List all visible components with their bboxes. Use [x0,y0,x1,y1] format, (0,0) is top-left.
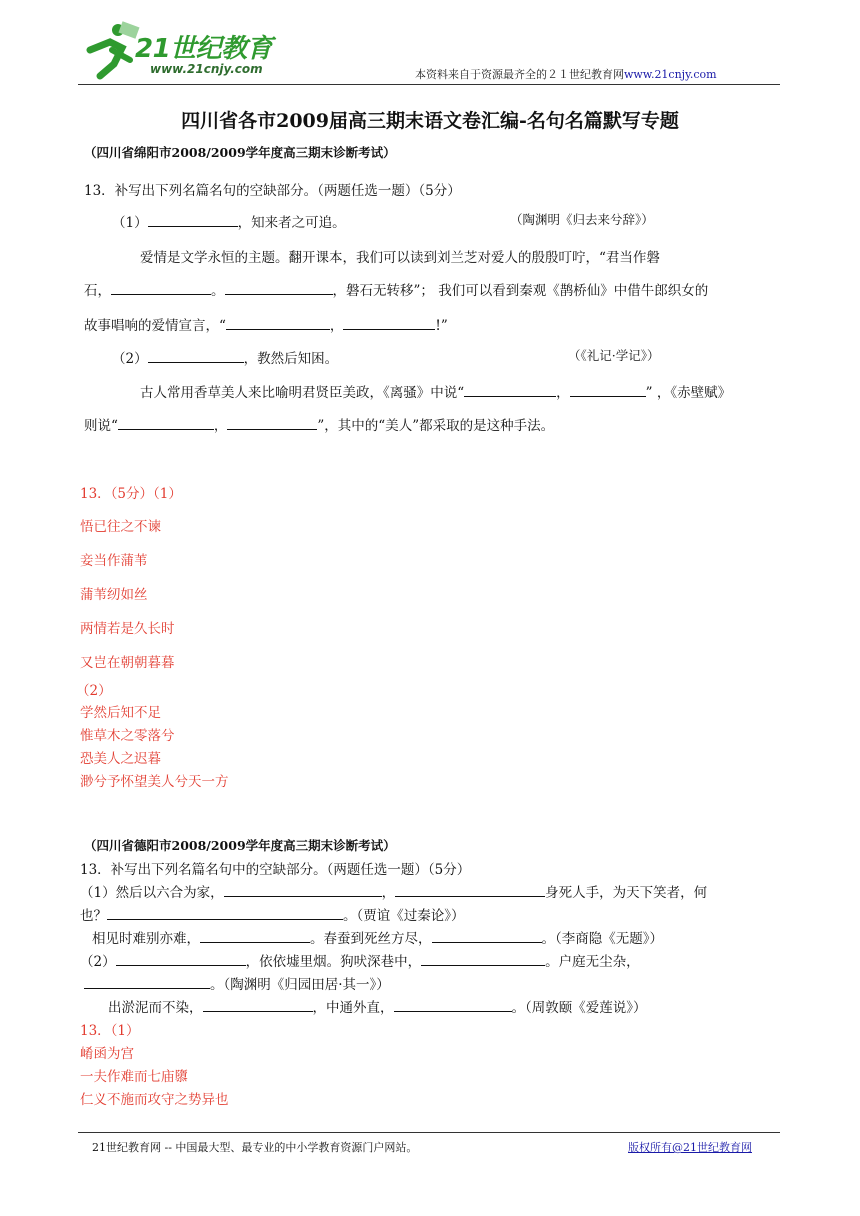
text-fragment: （2） [80,954,116,970]
answers1-head: 13．（5分）（1） [80,486,182,502]
header-note [415,66,717,82]
text-fragment: ， [329,318,344,334]
text-fragment: 相见时难别亦难， [92,931,200,947]
answer-blank[interactable] [203,998,313,1012]
answer-item: 蒲苇纫如丝 [80,587,148,603]
section1-q1-line [112,211,346,231]
text-fragment: 。（周敦颐《爱莲说》） [511,1000,647,1016]
text-fragment: 身死人手，为天下笑者，何 [545,885,708,901]
text-fragment: ， [381,885,396,901]
answer-blank[interactable] [227,416,317,430]
answer-blank[interactable] [224,883,382,897]
section2-question-intro: 13．补写出下列名篇名句中的空缺部分。（两题任选一题）（5分） [80,862,471,878]
q2-source: （《礼记·学记》） [568,348,660,363]
answer-blank[interactable] [84,975,210,989]
answer-blank[interactable] [148,349,244,363]
runner-icon [80,20,140,80]
section2-subhead: （四川省德阳市2008/2009学年度高三期末诊断考试） [84,838,396,853]
section2-line5 [84,973,390,993]
section1-question-intro: 13．补写出下列名篇名句的空缺部分。（两题任选一题）（5分） [84,183,461,199]
answer-item: 悟已往之不谏 [80,519,161,535]
q2-label: （2） [112,351,148,367]
answer-blank[interactable] [107,906,343,920]
section2-line6 [108,996,647,1016]
section2-line3 [92,927,663,947]
answer-blank[interactable] [464,383,556,397]
answers1-part2-label: （2） [76,683,112,699]
page-title: 四川省各市2009届高三期末语文卷汇编-名句名篇默写专题 [181,110,679,132]
answer-blank[interactable] [148,213,238,227]
section1-q2-line [112,347,338,367]
answer-item: 又岂在朝朝暮暮 [80,655,175,671]
answer-blank[interactable] [394,998,512,1012]
answer-item: 恐美人之迟暮 [80,751,161,767]
logo-text: 21世纪教育 [135,34,273,64]
answer-item: 学然后知不足 [80,705,161,721]
answer-blank[interactable] [111,281,211,295]
q1-label: （1） [112,215,148,231]
text-fragment: !” [435,318,448,334]
answer-item: 一夫作难而七庙隳 [80,1069,188,1085]
text-fragment: （1）然后以六合为家， [80,885,224,901]
header-note-text: 本资料来自于资源最齐全的２１世纪教育网 [415,68,624,81]
section2-line2 [80,904,465,924]
text-fragment: 。（陶渊明《归园田居·其一》） [210,977,390,993]
text-fragment: ，中通外直， [312,1000,394,1016]
q1-tail: ，知来者之可追。 [237,215,346,231]
text-fragment: 。（贾谊《过秦论》） [343,908,465,924]
section1-subhead: （四川省绵阳市2008/2009学年度高三期末诊断考试） [84,145,396,160]
answer-item: 崤函为宫 [80,1046,134,1062]
answer-blank[interactable] [200,929,310,943]
text-fragment: 。户庭无尘杂， [545,954,640,970]
para2-line1 [140,381,731,401]
q1-source: （陶渊明《归去来兮辞》） [510,212,654,227]
header-note-link[interactable]: www.21cnjy.com [624,68,717,81]
para2-line2 [84,414,554,434]
answer-blank[interactable] [570,383,646,397]
text-fragment: 石， [84,283,111,299]
answer-blank[interactable] [343,316,435,330]
header-divider [78,84,780,85]
logo-url: www.21cnjy.com [150,62,263,76]
answer-item: 仁义不施而攻守之势异也 [80,1092,229,1108]
text-fragment: ”，其中的“美人”都采取的是这种手法。 [317,418,555,434]
answer-item: 两情若是久长时 [80,621,175,637]
answer-item: 渺兮予怀望美人兮天一方 [80,774,229,790]
text-fragment: ， [213,418,228,434]
section2-line1 [80,881,707,901]
text-fragment: ” ，《赤壁赋》 [645,385,732,401]
footer-copyright-link[interactable]: 版权所有@21世纪教育网 [628,1141,752,1154]
footer-text: 21世纪教育网 -- 中国最大型、最专业的中小学教育资源门户网站。 [92,1141,418,1154]
text-fragment: 也？ [80,908,107,924]
answers2-head: 13．（1） [80,1023,140,1039]
text-fragment: 则说“ [84,418,118,434]
answer-blank[interactable] [226,316,330,330]
answer-blank[interactable] [118,416,214,430]
para1-line1: 爱情是文学永恒的主题。翻开课本，我们可以读到刘兰芝对爱人的殷殷叮咛，“君当作磐 [140,250,660,266]
answer-blank[interactable] [225,281,333,295]
para1-line3 [84,314,448,334]
answer-item: 妾当作蒲苇 [80,553,148,569]
text-fragment: ，磐石无转移”； 我们可以看到秦观《鹊桥仙》中借牛郎织女的 [332,283,709,299]
answer-blank[interactable] [116,952,246,966]
answer-blank[interactable] [421,952,545,966]
q2-tail: ，教然后知困。 [243,351,339,367]
text-fragment: ，依依墟里烟。狗吠深巷中， [245,954,422,970]
para1-line2 [84,279,708,299]
section2-line4 [80,950,640,970]
text-fragment: ， [556,385,570,401]
answer-blank[interactable] [432,929,542,943]
text-fragment: 。春蚕到死丝方尽， [310,931,432,947]
answer-blank[interactable] [395,883,545,897]
text-fragment: 。 [211,283,225,299]
text-fragment: 。（李商隐《无题》） [541,931,663,947]
text-fragment: 出淤泥而不染， [108,1000,203,1016]
text-fragment: 古人常用香草美人来比喻明君贤臣美政，《离骚》中说“ [140,385,465,401]
text-fragment: 故事唱响的爱情宣言，“ [84,318,226,334]
footer-divider [78,1132,780,1133]
answer-item: 惟草木之零落兮 [80,728,175,744]
